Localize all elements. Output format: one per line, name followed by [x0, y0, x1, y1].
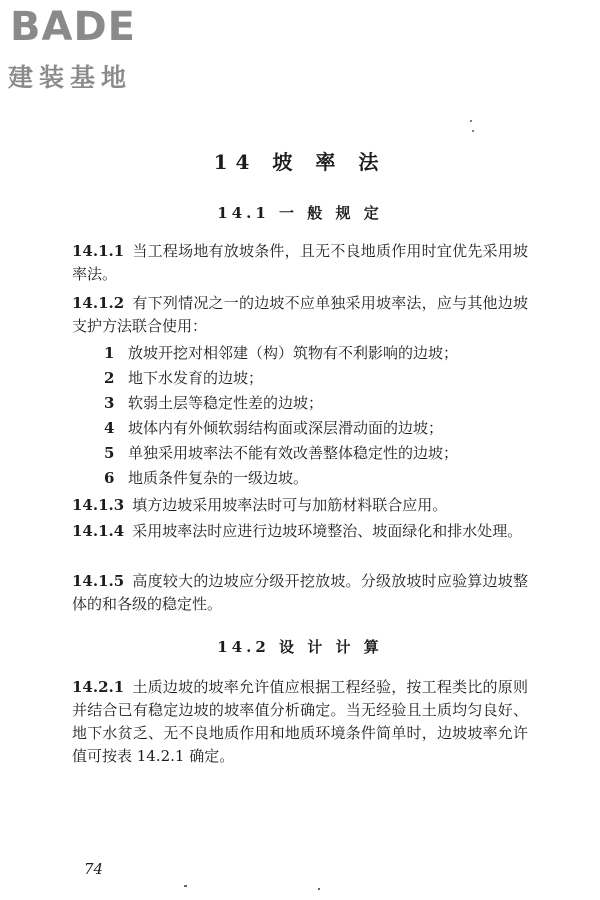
list-item: [104, 342, 534, 365]
clause-text: 当工程场地有放坡条件，且无不良地质作用时宜优先采用坡率法。: [72, 242, 528, 283]
clause-14-1-2: [72, 292, 528, 338]
list-item-text: 放坡开挖对相邻建（构）筑物有不利影响的边坡；: [128, 344, 459, 362]
list-item-number: 5: [104, 444, 115, 462]
clause-text: 采用坡率法时应进行边坡环境整治、坡面绿化和排水处理。: [132, 522, 523, 540]
clause-14-1-5: [72, 570, 528, 616]
list-item: [104, 417, 534, 440]
watermark-subtitle: 建装基地: [8, 63, 133, 92]
clause-text: 有下列情况之一的边坡不应单独采用坡率法，应与其他边坡支护方法联合使用：: [72, 294, 528, 335]
list-item-text: 地下水发育的边坡；: [128, 369, 264, 387]
clause-text: 土质边坡的坡率允许值应根据工程经验，按工程类比的原则并结合已有稳定边坡的坡率值分析确定。当无经验且土质均匀良好、地下水贫乏、无不良地质作用和地质环境条件简单时，边坡坡率允许值可按表 14.2.1 确定。: [72, 678, 528, 765]
scan-marks: [468, 120, 476, 134]
clause-14-1-4: [72, 520, 528, 543]
watermark-logo: [6, 4, 176, 96]
list-item: [104, 392, 534, 415]
clause-number: 14.1.1: [72, 242, 125, 260]
list-item-number: 4: [104, 419, 115, 437]
list-item-number: 3: [104, 394, 115, 412]
list-item-text: 软弱土层等稳定性差的边坡；: [128, 394, 324, 412]
clause-text: 高度较大的边坡应分级开挖放坡。分级放坡时应验算边坡整体的和各级的稳定性。: [72, 572, 528, 613]
clause-text: 填方边坡采用坡率法时可与加筋材料联合应用。: [132, 496, 448, 514]
clause-14-1-3: [72, 494, 528, 517]
list-item: [104, 467, 534, 490]
chapter-title: 14 坡 率 法: [213, 150, 387, 174]
list-item-number: 6: [104, 469, 115, 487]
clause-14-1-1: [72, 240, 528, 286]
section-title-14-1: 14.1 一 般 规 定: [217, 204, 383, 222]
section-title-14-2: 14.2 设 计 计 算: [217, 638, 383, 656]
list-item-number: 1: [104, 344, 115, 362]
clause-number: 14.1.4: [72, 522, 125, 540]
page-number: 74: [84, 860, 104, 878]
list-item-text: 地质条件复杂的一级边坡。: [128, 469, 309, 487]
list-item: [104, 442, 534, 465]
clause-14-2-1: [72, 676, 528, 768]
list-item: [104, 367, 534, 390]
list-item-text: 坡体内有外倾软弱结构面或深层滑动面的边坡；: [128, 419, 444, 437]
clause-number: 14.1.2: [72, 294, 125, 312]
clause-number: 14.2.1: [72, 678, 125, 696]
watermark-brand: BADE: [10, 4, 136, 50]
clause-number: 14.1.5: [72, 572, 125, 590]
list-item-number: 2: [104, 369, 115, 387]
list-item-text: 单独采用坡率法不能有效改善整体稳定性的边坡；: [128, 444, 459, 462]
clause-number: 14.1.3: [72, 496, 125, 514]
